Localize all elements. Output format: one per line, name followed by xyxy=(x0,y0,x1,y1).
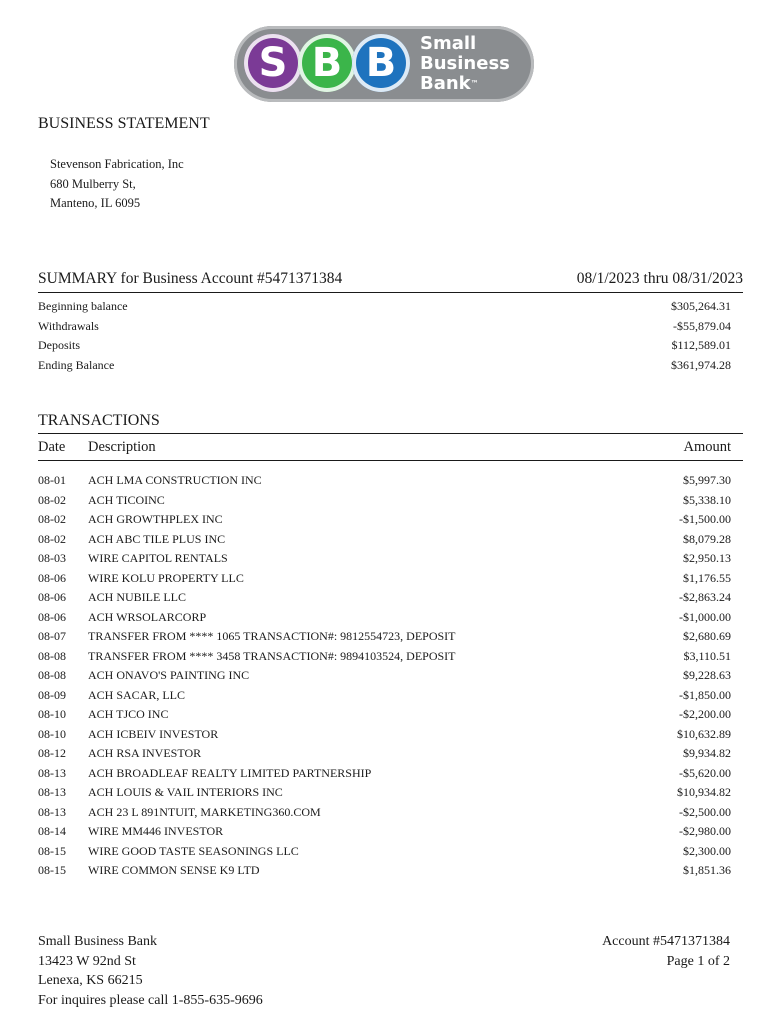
transaction-row xyxy=(38,530,731,550)
transaction-row xyxy=(38,471,731,491)
transaction-row xyxy=(38,569,731,589)
transaction-description: ACH LOUIS & VAIL INTERIORS INC xyxy=(88,785,283,799)
transaction-row xyxy=(38,744,731,764)
footer-contact: For inquires please call 1-855-635-9696 xyxy=(38,992,263,1008)
footer-city: Lenexa, KS 66215 xyxy=(38,973,143,988)
customer-street: 680 Mulberry St, xyxy=(50,176,136,191)
transaction-amount: $5,997.30 xyxy=(683,473,731,487)
transaction-date: 08-13 xyxy=(38,765,66,780)
transaction-amount: $9,934.82 xyxy=(683,746,731,760)
column-date: Date xyxy=(38,439,66,455)
transaction-row xyxy=(38,783,731,803)
transaction-row xyxy=(38,588,731,608)
footer-bank-name: Small Business Bank xyxy=(38,934,158,949)
transaction-date: 08-10 xyxy=(38,707,66,721)
transaction-amount: -$2,500.00 xyxy=(679,804,731,819)
transaction-description: ACH TJCO INC xyxy=(88,707,169,721)
summary-table xyxy=(38,297,731,375)
summary-value: $112,589.01 xyxy=(671,338,731,352)
transaction-date: 08-06 xyxy=(38,570,66,585)
transaction-description: ACH SACAR, LLC xyxy=(88,687,186,702)
transaction-amount: -$2,200.00 xyxy=(679,707,731,721)
transaction-amount: $3,110.51 xyxy=(683,648,731,663)
transaction-date: 08-10 xyxy=(38,726,66,741)
transaction-row xyxy=(38,666,731,686)
logo-word-3 xyxy=(420,74,530,94)
logo-wordmark xyxy=(420,34,530,94)
transaction-amount: $2,950.13 xyxy=(683,551,731,565)
transaction-description: ACH LMA CONSTRUCTION INC xyxy=(88,473,262,487)
transaction-amount: $2,680.69 xyxy=(683,629,731,643)
transaction-amount: $1,851.36 xyxy=(683,863,731,877)
summary-label: Beginning balance xyxy=(38,299,128,313)
transaction-date: 08-08 xyxy=(38,648,66,663)
transaction-amount: -$5,620.00 xyxy=(679,765,731,780)
transaction-amount: -$2,863.24 xyxy=(679,590,731,604)
transaction-amount: $1,176.55 xyxy=(683,570,731,585)
transaction-amount: $9,228.63 xyxy=(683,668,731,682)
summary-value: $305,264.31 xyxy=(671,299,731,313)
transaction-amount: -$2,980.00 xyxy=(679,824,731,838)
customer-name: Stevenson Fabrication, Inc xyxy=(50,157,184,171)
transaction-date: 08-13 xyxy=(38,785,66,799)
summary-row xyxy=(38,356,731,376)
transaction-row xyxy=(38,491,731,511)
footer-page-number: Page 1 of 2 xyxy=(666,953,730,969)
transaction-amount: $2,300.00 xyxy=(683,843,731,858)
transaction-date: 08-09 xyxy=(38,687,66,702)
transaction-amount: $10,632.89 xyxy=(677,726,731,741)
logo-circle-b2: B xyxy=(352,34,410,92)
transaction-date: 08-15 xyxy=(38,843,66,858)
customer-address xyxy=(50,155,184,214)
transaction-amount: $5,338.10 xyxy=(683,492,731,507)
transaction-description: ACH WRSOLARCORP xyxy=(88,609,207,624)
transaction-description: ACH ICBEIV INVESTOR xyxy=(88,726,219,741)
transaction-date: 08-02 xyxy=(38,492,66,507)
column-description: Description xyxy=(88,439,156,455)
transaction-row xyxy=(38,705,731,725)
transaction-description: ACH GROWTHPLEX INC xyxy=(88,512,223,526)
transactions-heading: TRANSACTIONS xyxy=(38,412,160,429)
bank-logo xyxy=(234,26,534,102)
transaction-amount: $8,079.28 xyxy=(683,531,731,546)
transaction-description: ACH TICOINC xyxy=(88,492,165,507)
transaction-description: WIRE GOOD TASTE SEASONINGS LLC xyxy=(88,843,299,858)
transaction-description: TRANSFER FROM **** 3458 TRANSACTION#: 9894103524, DEPOSIT xyxy=(88,648,456,663)
transaction-description: WIRE KOLU PROPERTY LLC xyxy=(88,570,244,585)
footer-street: 13423 W 92nd St xyxy=(38,953,136,969)
summary-header xyxy=(38,270,743,293)
transaction-description: WIRE COMMON SENSE K9 LTD xyxy=(88,863,260,877)
transaction-row xyxy=(38,549,731,569)
transaction-date: 08-06 xyxy=(38,590,66,604)
footer-account-info xyxy=(602,932,730,971)
footer-bank-address xyxy=(38,932,263,1010)
transaction-date: 08-06 xyxy=(38,609,66,624)
transaction-description: ACH ONAVO'S PAINTING INC xyxy=(88,668,250,682)
transactions-column-header xyxy=(38,433,743,461)
transaction-description: ACH ABC TILE PLUS INC xyxy=(88,531,226,546)
summary-label: Withdrawals xyxy=(38,318,99,333)
summary-row xyxy=(38,336,731,356)
transaction-row xyxy=(38,608,731,628)
footer-account: Account #5471371384 xyxy=(602,934,730,949)
transaction-description: ACH NUBILE LLC xyxy=(88,590,186,604)
transaction-description: WIRE CAPITOL RENTALS xyxy=(88,551,228,565)
summary-row xyxy=(38,297,731,317)
logo-trademark: ™ xyxy=(470,79,479,88)
transaction-amount: $10,934.82 xyxy=(677,785,731,799)
logo-circle-b1: B xyxy=(298,34,356,92)
transaction-row xyxy=(38,686,731,706)
summary-value: -$55,879.04 xyxy=(673,318,731,333)
summary-row xyxy=(38,317,731,337)
transaction-row xyxy=(38,510,731,530)
transaction-date: 08-14 xyxy=(38,824,66,838)
column-amount: Amount xyxy=(683,439,731,455)
transaction-description: ACH RSA INVESTOR xyxy=(88,746,202,760)
transaction-amount: -$1,000.00 xyxy=(679,609,731,624)
summary-label: Deposits xyxy=(38,338,80,352)
summary-label: Ending Balance xyxy=(38,357,115,372)
transaction-date: 08-08 xyxy=(38,668,66,682)
transaction-date: 08-15 xyxy=(38,863,66,877)
transaction-date: 08-01 xyxy=(38,473,66,487)
transaction-date: 08-12 xyxy=(38,746,66,760)
transaction-row xyxy=(38,764,731,784)
summary-heading: SUMMARY for Business Account #5471371384 xyxy=(38,270,343,287)
transaction-description: WIRE MM446 INVESTOR xyxy=(88,824,224,838)
transaction-row xyxy=(38,822,731,842)
transaction-row xyxy=(38,647,731,667)
transaction-date: 08-13 xyxy=(38,804,66,819)
transaction-row xyxy=(38,861,731,881)
transaction-row xyxy=(38,842,731,862)
statement-title: BUSINESS STATEMENT xyxy=(38,115,210,132)
transaction-date: 08-07 xyxy=(38,629,66,643)
transaction-date: 08-02 xyxy=(38,512,66,526)
transaction-date: 08-02 xyxy=(38,531,66,546)
transaction-date: 08-03 xyxy=(38,551,66,565)
transaction-row xyxy=(38,803,731,823)
transactions-table xyxy=(38,471,731,881)
transaction-description: TRANSFER FROM **** 1065 TRANSACTION#: 9812554723, DEPOSIT xyxy=(88,629,456,643)
transaction-description: ACH 23 L 891NTUIT, MARKETING360.COM xyxy=(88,804,321,819)
logo-word-3-text: Bank xyxy=(420,73,471,94)
summary-value: $361,974.28 xyxy=(671,357,731,372)
transaction-amount: -$1,850.00 xyxy=(679,687,731,702)
transaction-row xyxy=(38,725,731,745)
logo-word-2: Business xyxy=(420,53,510,74)
transaction-amount: -$1,500.00 xyxy=(679,512,731,526)
logo-circle-s: S xyxy=(244,34,302,92)
customer-city: Manteno, IL 6095 xyxy=(50,196,141,210)
logo-word-1: Small xyxy=(420,33,477,54)
statement-period: 08/1/2023 thru 08/31/2023 xyxy=(576,270,743,287)
transaction-row xyxy=(38,627,731,647)
transaction-description: ACH BROADLEAF REALTY LIMITED PARTNERSHIP xyxy=(88,765,372,780)
